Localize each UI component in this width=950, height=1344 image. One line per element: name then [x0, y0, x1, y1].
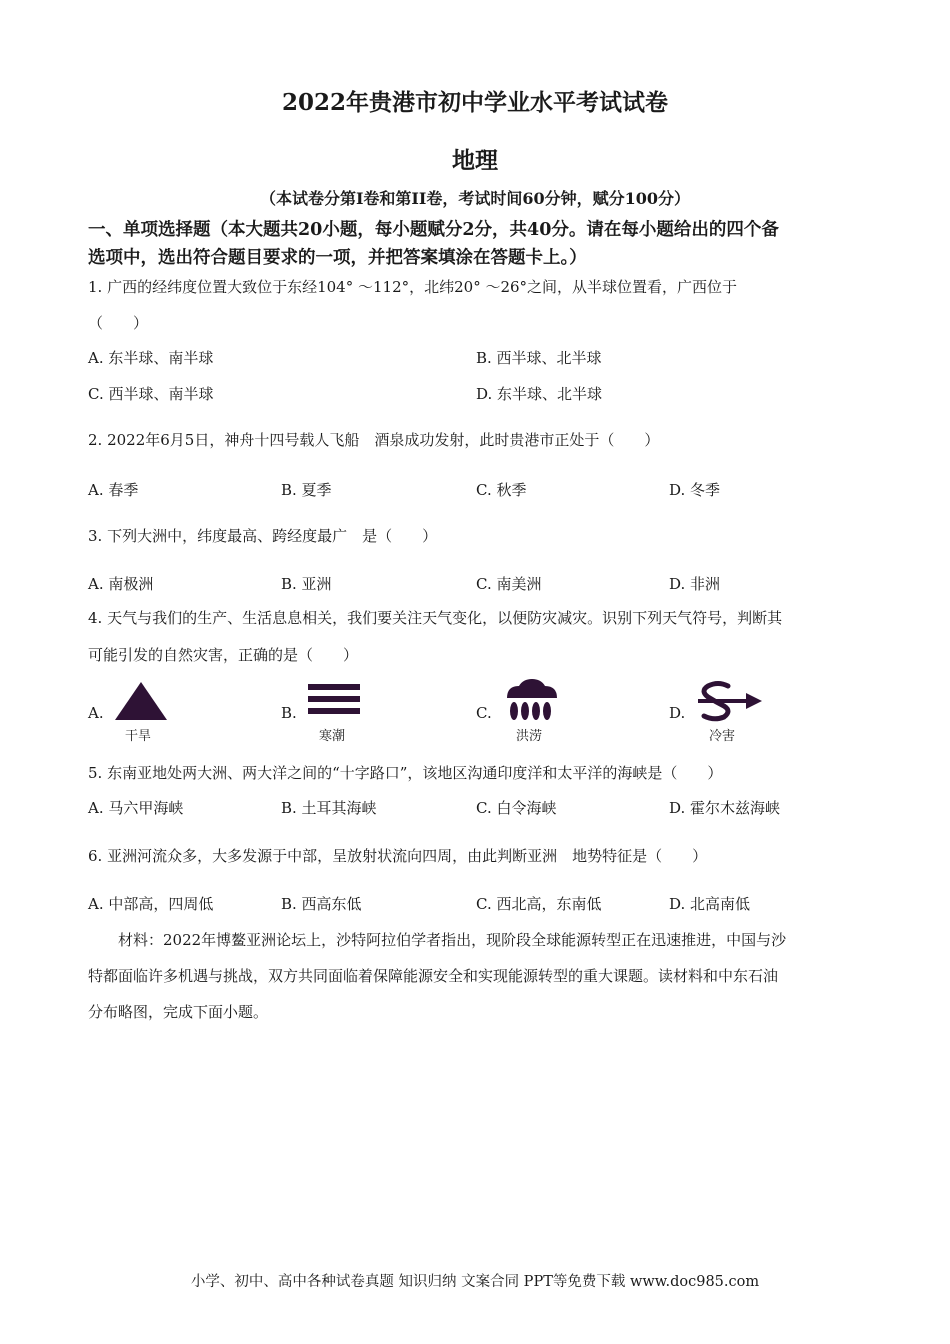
question-4-option-b[interactable]: B.	[281, 704, 297, 722]
subject-title: 地理	[452, 147, 498, 174]
question-1-option-a[interactable]: A. 东半球、南半球	[88, 349, 214, 367]
section-heading-line1: 一、单项选择题（本大题共20小题，每小题赋分2分，共40分。请在每小题给出的四个备	[88, 220, 779, 240]
question-5-option-d[interactable]: D. 霍尔木兹海峡	[669, 799, 781, 817]
material-line-3: 分布略图，完成下面小题。	[88, 1003, 269, 1021]
question-1-option-b[interactable]: B. 西半球、北半球	[476, 349, 602, 367]
question-4-option-c[interactable]: C.	[476, 704, 492, 722]
question-1-option-d[interactable]: D. 东半球、北半球	[476, 385, 603, 403]
question-1-blank: （ ）	[88, 314, 149, 332]
symbol-label-cold-wave: 寒潮	[319, 729, 346, 744]
symbol-label-flood: 洪涝	[516, 729, 543, 744]
question-3-option-c[interactable]: C. 南美洲	[476, 575, 542, 593]
exam-info: （本试卷分第Ⅰ卷和第II卷，考试时间60分钟，赋分100分）	[259, 189, 691, 208]
question-4-stem: 4. 天气与我们的生产、生活息息相关，我们要关注天气变化，以便防灾减灾。识别下列天气符号，判断其	[88, 609, 783, 627]
section-heading-line2: 选项中，选出符合题目要求的一项，并把答案填涂在答题卡上。）	[88, 248, 587, 268]
three-bars-icon	[306, 683, 362, 717]
question-5-option-a[interactable]: A. 马六甲海峡	[88, 799, 184, 817]
question-5-option-c[interactable]: C. 白令海峡	[476, 799, 557, 817]
material-line-1: 材料：2022年博鳌亚洲论坛上，沙特阿拉伯学者指出，现阶段全球能源转型正在迅速推进，中国与沙	[118, 931, 787, 949]
question-2-option-d[interactable]: D. 冬季	[669, 481, 721, 499]
question-4-option-d[interactable]: D.	[669, 704, 686, 722]
symbol-label-drought: 干旱	[125, 729, 152, 744]
question-3-option-b[interactable]: B. 亚洲	[281, 575, 332, 593]
question-6-option-c[interactable]: C. 西北高，东南低	[476, 895, 602, 913]
question-5-stem: 5. 东南亚地处两大洲、两大洋之间的“十字路口”，该地区沟通印度洋和太平洋的海峡是（ ）	[88, 764, 723, 782]
question-6-option-b[interactable]: B. 西高东低	[281, 895, 362, 913]
question-6-stem: 6. 亚洲河流众多，大多发源于中部，呈放射状流向四周，由此判断亚洲 地势特征是（ ）	[88, 847, 708, 865]
triangle-icon	[113, 680, 169, 722]
question-3-stem: 3. 下列大洲中，纬度最高、跨经度最广 是（ ）	[88, 527, 438, 545]
question-2-option-a[interactable]: A. 春季	[88, 481, 139, 499]
question-6-option-d[interactable]: D. 北高南低	[669, 895, 751, 913]
question-3-option-d[interactable]: D. 非洲	[669, 575, 721, 593]
question-5-option-b[interactable]: B. 土耳其海峡	[281, 799, 377, 817]
question-2-option-c[interactable]: C. 秋季	[476, 481, 527, 499]
page-footer: 小学、初中、高中各种试卷真题 知识归纳 文案合同 PPT等免费下载 www.doc985.com	[190, 1274, 760, 1290]
question-1-option-c[interactable]: C. 西半球、南半球	[88, 385, 214, 403]
material-line-2: 特都面临许多机遇与挑战，双方共同面临着保障能源安全和实现能源转型的重大课题。读材料和中东石油	[88, 967, 779, 985]
question-2-option-b[interactable]: B. 夏季	[281, 481, 332, 499]
exam-title: 2022年贵港市初中学业水平考试试卷	[281, 89, 668, 116]
question-4-option-a[interactable]: A.	[88, 704, 104, 722]
question-3-option-a[interactable]: A. 南极洲	[88, 575, 154, 593]
symbol-label-frost-damage: 冷害	[709, 729, 736, 744]
question-2-stem: 2. 2022年6月5日，神舟十四号载人飞船 酒泉成功发射，此时贵港市正处于（ ）	[88, 431, 660, 449]
rain-cloud-icon	[503, 678, 561, 722]
question-6-option-a[interactable]: A. 中部高，四周低	[88, 895, 214, 913]
question-1-stem: 1. 广西的经纬度位置大致位于东经104° ～112°，北纬20° ～26°之间，从半球位置看，广西位于	[88, 278, 738, 296]
question-4-stem-line2: 可能引发的自然灾害，正确的是（ ）	[88, 646, 359, 664]
s-arrow-icon	[694, 680, 764, 722]
